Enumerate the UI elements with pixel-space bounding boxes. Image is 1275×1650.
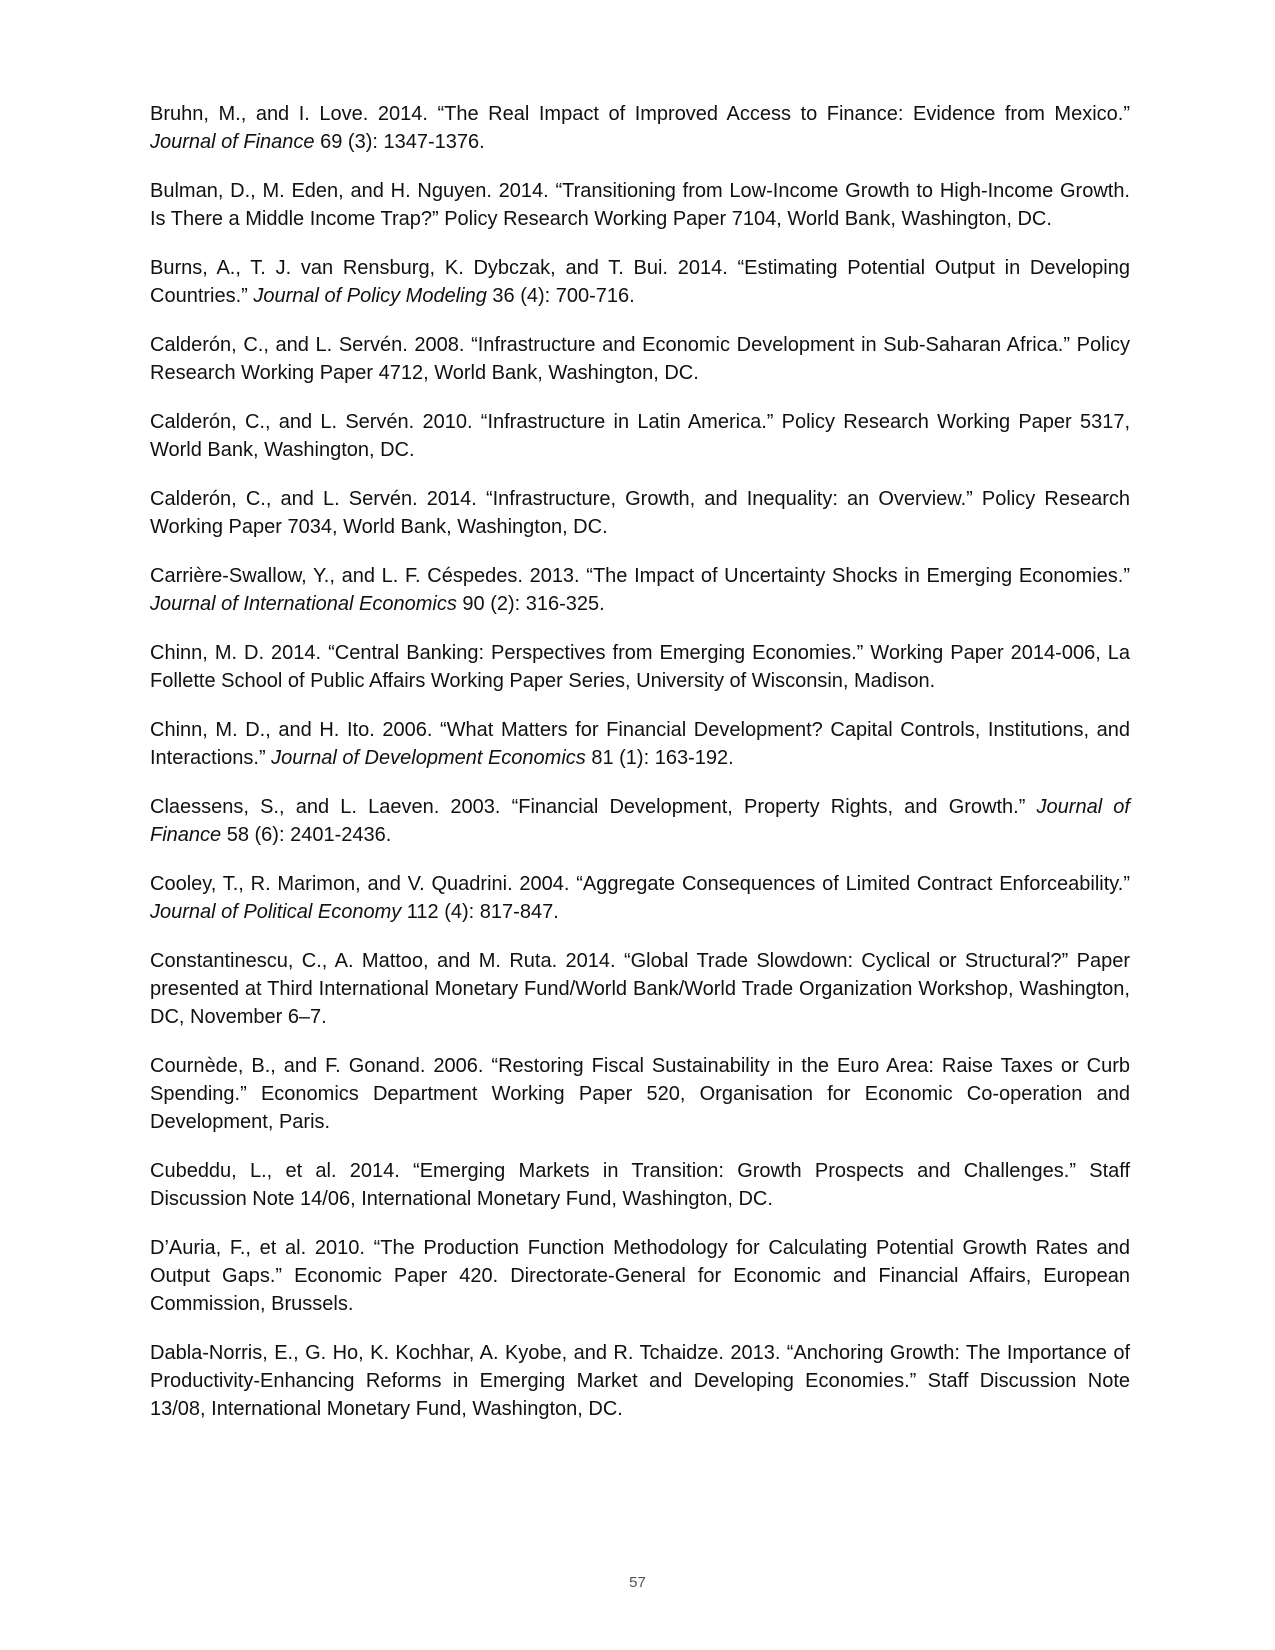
reference-entry bbox=[150, 716, 1130, 772]
journal-name: Journal of International Economics bbox=[150, 593, 457, 615]
page-number: 57 bbox=[629, 1574, 646, 1591]
reference-entry bbox=[150, 793, 1130, 849]
reference-text: Calderón, C., and L. Servén. 2008. “Infrastructure and Economic Development in Sub-Saharan Africa.” Policy Research Working Paper 4712, World Bank, Washington, DC. bbox=[150, 334, 1130, 384]
reference-text: Dabla-Norris, E., G. Ho, K. Kochhar, A. Kyobe, and R. Tchaidze. 2013. “Anchoring Growth: The Importance of Productivity-Enhancing Reforms in Emerging Market and Developing Economies.” Staff Discussion Note 13/08, International Monetary Fund, Washington, DC. bbox=[150, 1342, 1130, 1420]
reference-text: Cournède, B., and F. Gonand. 2006. “Restoring Fiscal Sustainability in the Euro Area: Raise Taxes or Curb Spending.” Economics Department Working Paper 520, Organisation for Economic Co-operation and Development, Paris. bbox=[150, 1055, 1130, 1133]
reference-details: 112 (4): 817-847. bbox=[401, 901, 559, 923]
reference-entry bbox=[150, 1339, 1130, 1423]
reference-entry bbox=[150, 331, 1130, 387]
reference-entry bbox=[150, 562, 1130, 618]
reference-entry bbox=[150, 1052, 1130, 1136]
reference-entry bbox=[150, 485, 1130, 541]
reference-entry bbox=[150, 947, 1130, 1031]
reference-text: Bulman, D., M. Eden, and H. Nguyen. 2014. “Transitioning from Low-Income Growth to High-Income Growth. Is There a Middle Income Trap?” Policy Research Working Paper 7104, World Bank, Washington, DC. bbox=[150, 180, 1130, 230]
reference-list bbox=[150, 100, 1130, 1444]
reference-entry bbox=[150, 1157, 1130, 1213]
reference-text: Cubeddu, L., et al. 2014. “Emerging Markets in Transition: Growth Prospects and Challenges.” Staff Discussion Note 14/06, International Monetary Fund, Washington, DC. bbox=[150, 1160, 1130, 1210]
reference-entry bbox=[150, 254, 1130, 310]
reference-text: Constantinescu, C., A. Mattoo, and M. Ruta. 2014. “Global Trade Slowdown: Cyclical or Structural?” Paper presented at Third International Monetary Fund/World Bank/World Trade Organization Workshop, Washington, DC, November 6–7. bbox=[150, 950, 1130, 1028]
reference-text: Burns, A., T. J. van Rensburg, K. Dybczak, and T. Bui. 2014. “Estimating Potential Output in Developing Countries.” bbox=[150, 257, 1130, 307]
reference-details: 81 (1): 163-192. bbox=[585, 747, 734, 769]
reference-text: Carrière-Swallow, Y., and L. F. Céspedes. 2013. “The Impact of Uncertainty Shocks in Emerging Economies.” bbox=[150, 565, 1130, 587]
journal-name: Journal of Finance bbox=[150, 796, 1130, 846]
reference-details: 69 (3): 1347-1376. bbox=[314, 131, 485, 153]
reference-text: Chinn, M. D. 2014. “Central Banking: Perspectives from Emerging Economies.” Working Paper 2014-006, La Follette School of Public Affairs Working Paper Series, University of Wisconsin, Madison. bbox=[150, 642, 1130, 692]
reference-entry bbox=[150, 177, 1130, 233]
reference-text: Cooley, T., R. Marimon, and V. Quadrini. 2004. “Aggregate Consequences of Limited Contract Enforceability.” bbox=[150, 873, 1130, 895]
reference-entry bbox=[150, 870, 1130, 926]
reference-entry bbox=[150, 1234, 1130, 1318]
journal-name: Journal of Policy Modeling bbox=[253, 285, 487, 307]
reference-details: 36 (4): 700-716. bbox=[486, 285, 635, 307]
journal-name: Journal of Political Economy bbox=[150, 901, 402, 923]
reference-details: 90 (2): 316-325. bbox=[456, 593, 605, 615]
reference-entry bbox=[150, 639, 1130, 695]
reference-text: Calderón, C., and L. Servén. 2010. “Infrastructure in Latin America.” Policy Research Working Paper 5317, World Bank, Washington, DC. bbox=[150, 411, 1130, 461]
reference-text: Chinn, M. D., and H. Ito. 2006. “What Matters for Financial Development? Capital Controls, Institutions, and Interactions.” bbox=[150, 719, 1130, 769]
reference-text: Bruhn, M., and I. Love. 2014. “The Real Impact of Improved Access to Finance: Evidence from Mexico.” bbox=[150, 103, 1130, 125]
reference-text: Calderón, C., and L. Servén. 2014. “Infrastructure, Growth, and Inequality: an Overview.” Policy Research Working Paper 7034, World Bank, Washington, DC. bbox=[150, 488, 1130, 538]
journal-name: Journal of Finance bbox=[150, 131, 315, 153]
reference-details: 58 (6): 2401-2436. bbox=[221, 824, 392, 846]
reference-entry bbox=[150, 100, 1130, 156]
reference-text: D’Auria, F., et al. 2010. “The Production Function Methodology for Calculating Potential Growth Rates and Output Gaps.” Economic Paper 420. Directorate-General for Economic and Financial Affairs, European Commission, Brussels. bbox=[150, 1237, 1130, 1315]
reference-entry bbox=[150, 408, 1130, 464]
reference-text: Claessens, S., and L. Laeven. 2003. “Financial Development, Property Rights, and Growth.” bbox=[150, 796, 1037, 818]
journal-name: Journal of Development Economics bbox=[271, 747, 586, 769]
